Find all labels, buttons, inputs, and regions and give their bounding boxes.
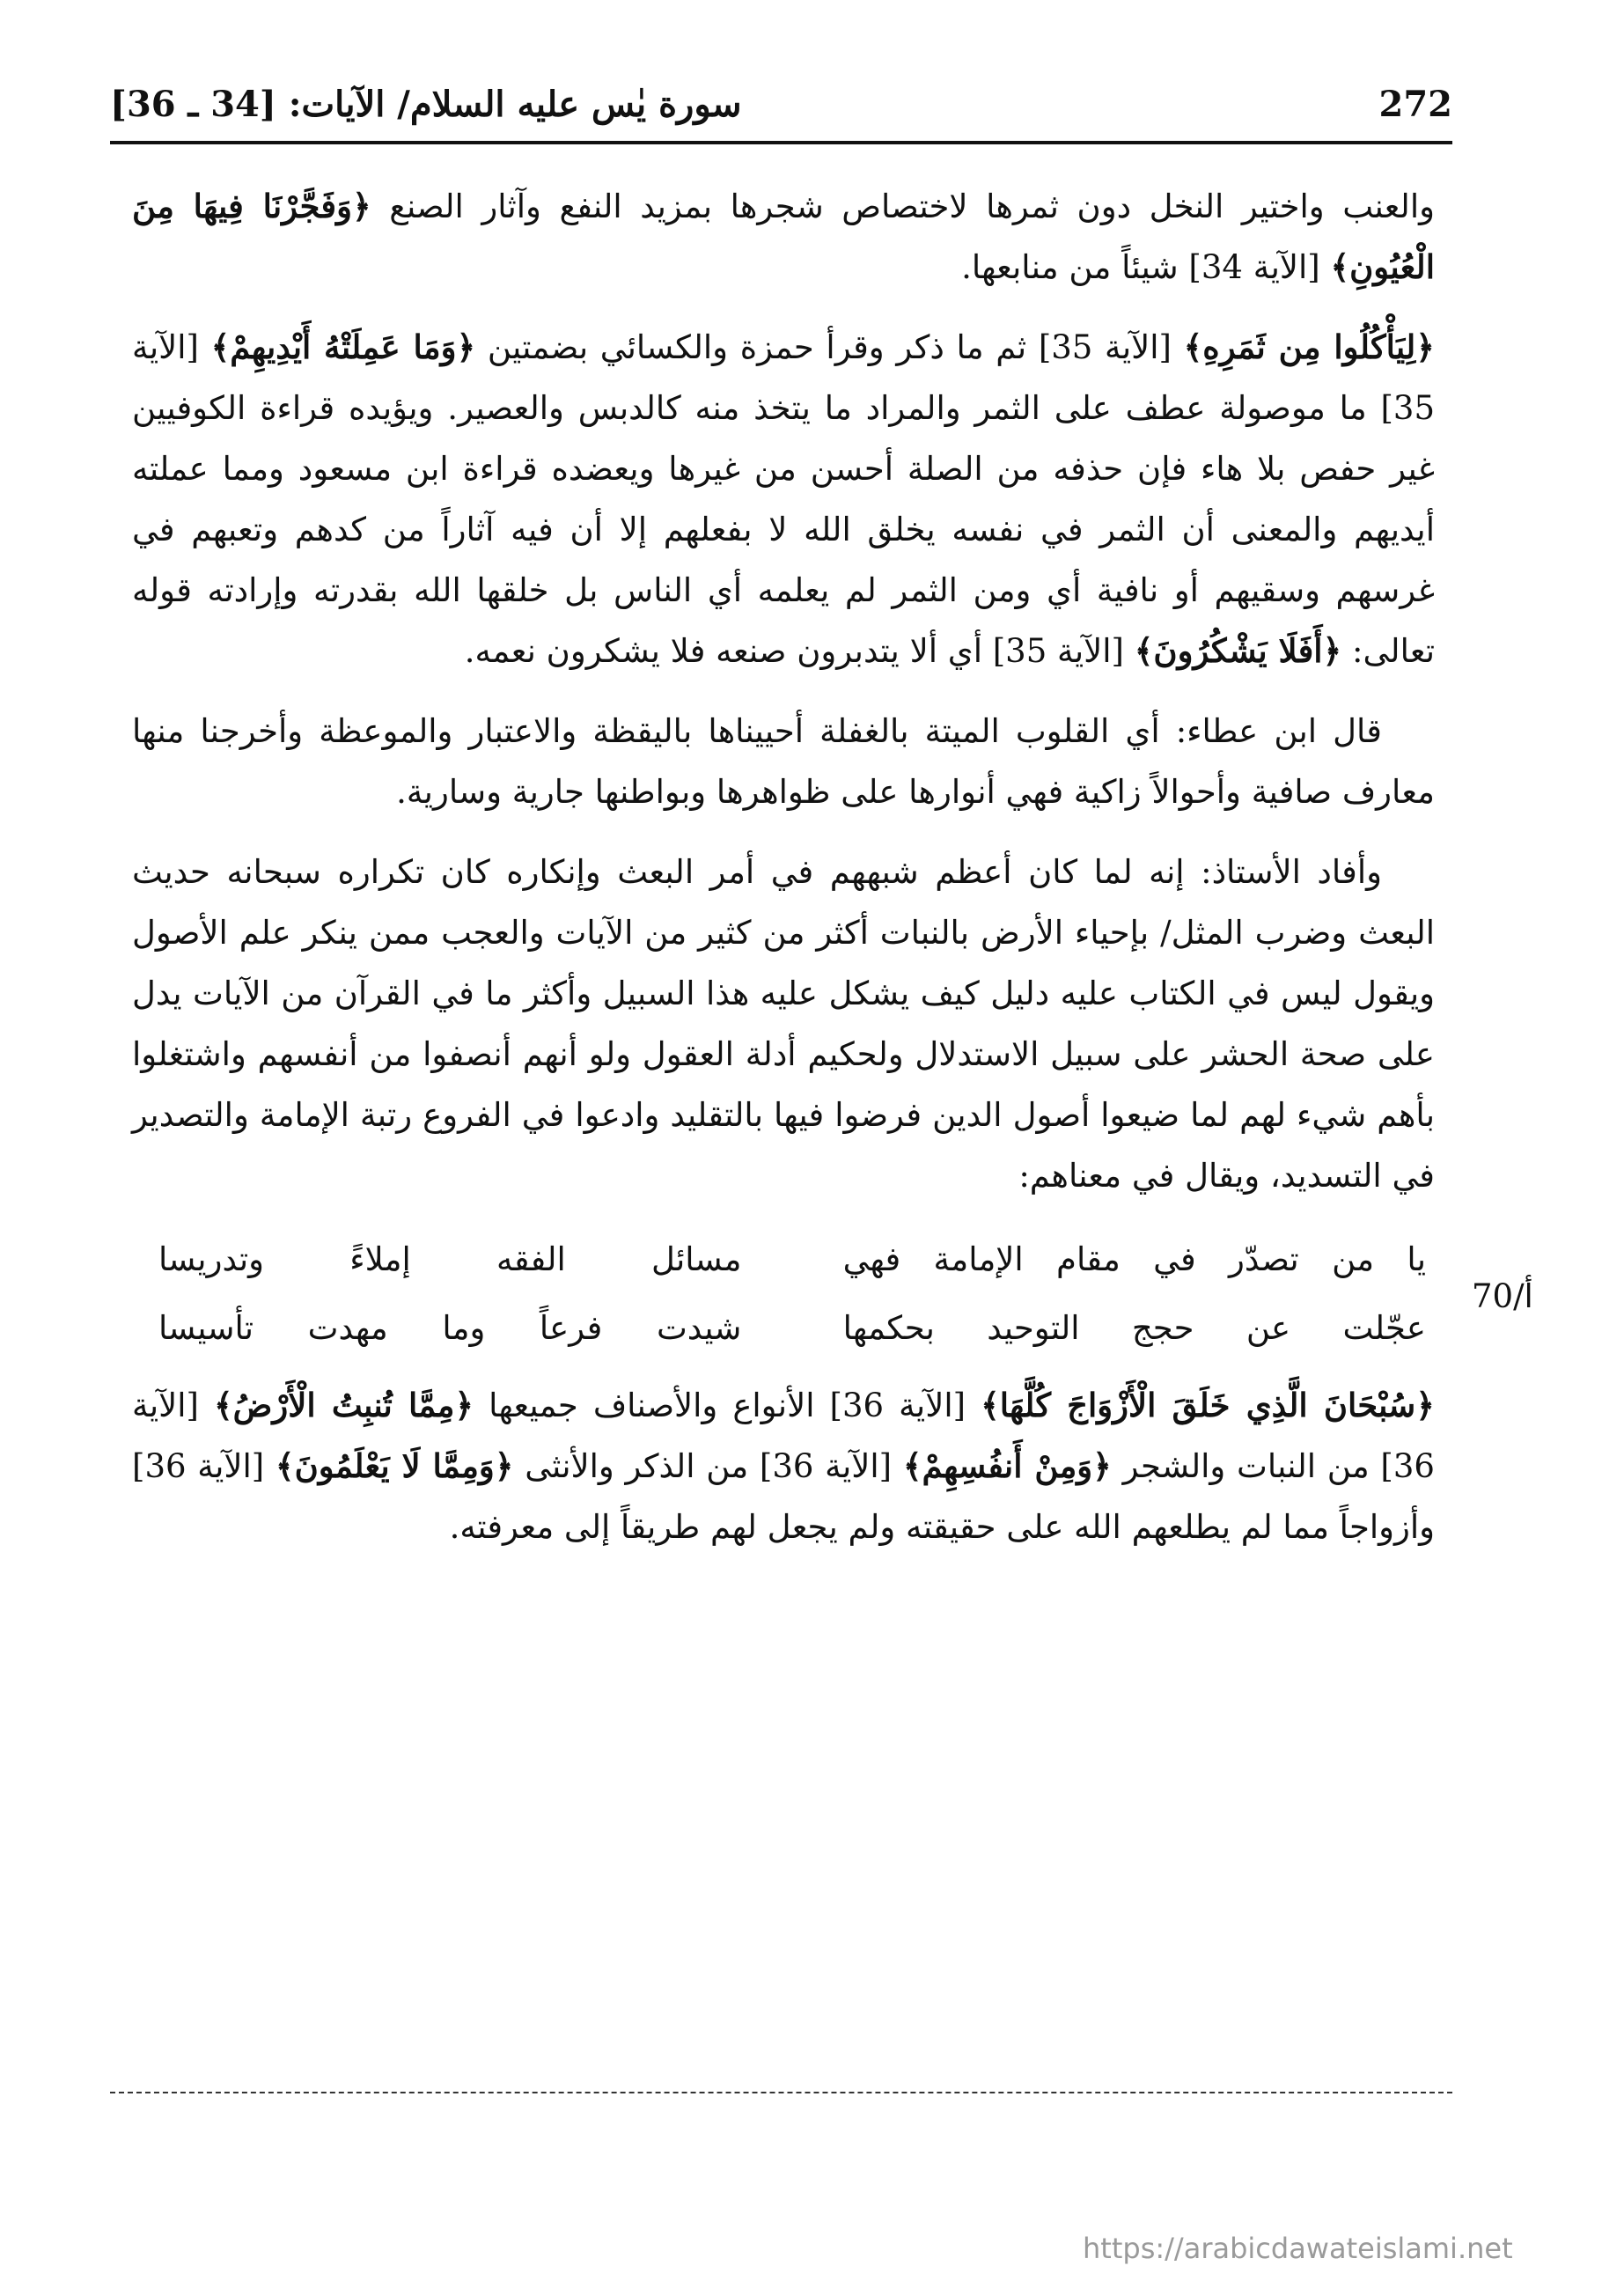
quran-quote: ﴿أَفَلَا يَشْكُرُونَ﴾ (1134, 631, 1342, 670)
header-rule (110, 141, 1452, 144)
closing-paragraph (132, 1375, 1435, 1557)
text-run: والعنب واختير النخل دون ثمرها لاختصاص شجرها بمزيد النفع وآثار الصنع (371, 188, 1435, 225)
main-text (132, 176, 1435, 1577)
page-number: 272 (1378, 84, 1452, 125)
hemistich-first: عجّلت عن حجج التوحيد بحكمها (842, 1309, 1426, 1347)
paragraph (132, 176, 1435, 298)
hemistich-first: يا من تصدّر في مقام الإمامة فهي (842, 1240, 1426, 1278)
paragraph (132, 842, 1435, 1206)
poem-verse (132, 1225, 1435, 1294)
text-run: [الآية 36] من النبات والشجر (132, 1387, 1435, 1485)
text-run: [الآية 36] من الذكر والأنثى (513, 1447, 903, 1485)
running-title: سورة يٰس عليه السلام/ الآيات: [34 ـ 36] (110, 84, 742, 125)
text-run: قال ابن عطاء: أي القلوب الميتة بالغفلة أحييناها باليقظة والاعتبار والموعظة وأخرجنا منها معارف صافية وأحوالاً زاكية فهي أنوارها على ظواهرها وبواطنها جارية وسارية. (132, 712, 1435, 811)
manuscript-folio-note: 70/أ (1472, 1277, 1533, 1315)
quran-quote: ﴿مِمَّا تُنبِتُ الْأَرْضُ﴾ (214, 1386, 474, 1424)
text-run: [الآية 35] ثم ما ذكر وقرأ حمزة والكسائي بضمتين (475, 328, 1184, 366)
quran-quote: ﴿سُبْحَانَ الَّذِي خَلَقَ الْأَزْوَاجَ كُلَّهَا﴾ (981, 1386, 1435, 1424)
text-run: [الآية 35] ما موصولة عطف على الثمر والمراد ما يتخذ منه كالدبس والعصير. ويؤيده قراءة الكوفيين غير حفص بلا هاء فإن حذفه من الصلة أحسن من غيرها ويعضده قراءة ابن مسعود ومما عملته أيديهم والمعنى أن الثمر في نفسه يخلق الله لا بفعلهم إلا أن فيه آثاراً من كدهم وتعبهم في غرسهم وسقيهم أو نافية أي ومن الثمر لم يعلمه أي الناس بل خلقها الله بقدرته وإرادته قوله تعالى: (132, 328, 1435, 670)
quran-quote: ﴿وَمَا عَمِلَتْهُ أَيْدِيهِمْ﴾ (210, 327, 476, 366)
paragraphs (132, 176, 1435, 1206)
text-run: [الآية 36] الأنواع والأصناف جميعها (474, 1387, 981, 1424)
dashed-separator (110, 2092, 1452, 2093)
quran-quote: ﴿وَفَجَّرْنَا فِيهَا مِنَ الْعُيُونِ﴾ (132, 187, 1435, 286)
paragraph (132, 317, 1435, 681)
quran-quote: ﴿وَمِمَّا لَا يَعْلَمُونَ﴾ (275, 1446, 514, 1485)
hemistich-second: مسائل الفقه إملاءً وتدريسا (158, 1240, 742, 1278)
quran-quote: ﴿لِيَأْكُلُوا مِن ثَمَرِهِ﴾ (1183, 327, 1435, 366)
text-run: [الآية 36] وأزواجاً مما لم يطلعهم الله على حقيقته ولم يجعل لهم طريقاً إلى معرفته. (132, 1447, 1435, 1546)
hemistich-second: شيدت فرعاً وما مهدت تأسيسا (158, 1309, 742, 1347)
quran-quote: ﴿وَمِنْ أَنفُسِهِمْ﴾ (902, 1446, 1112, 1485)
watermark-url: https://arabicdawateislami.net (1083, 2232, 1513, 2265)
paragraph (132, 701, 1435, 822)
text-run: [الآية 34] شيئاً من منابعها. (961, 248, 1331, 286)
text-run: وأفاد الأستاذ: إنه لما كان أعظم شبههم في أمر البعث وإنكاره كان تكراره سبحانه حديث البعث وضرب المثل/ بإحياء الأرض بالنبات أكثر من كثير من الآيات والعجب ممن ينكر علم الأصول ويقول ليس في الكتاب عليه دليل كيف يشكل عليه هذا السبيل وأكثر ما في القرآن من الآيات يدل على صحة الحشر على سبيل الاستدلال ولحكيم أدلة العقول ولو أنهم أنصفوا من أنفسهم واشتغلوا بأهم شيء لهم لما ضيعوا أصول الدين فرضوا فيها بالتقليد وادعوا في الفروع رتبة الإمامة والتصدير في التسديد، ويقال في معناهم: (132, 853, 1435, 1195)
text-run: [الآية 35] أي ألا يتدبرون صنعه فلا يشكرون نعمه. (464, 632, 1135, 670)
poem-verse (132, 1294, 1435, 1363)
poem (132, 1225, 1435, 1363)
page-header (110, 84, 1452, 136)
